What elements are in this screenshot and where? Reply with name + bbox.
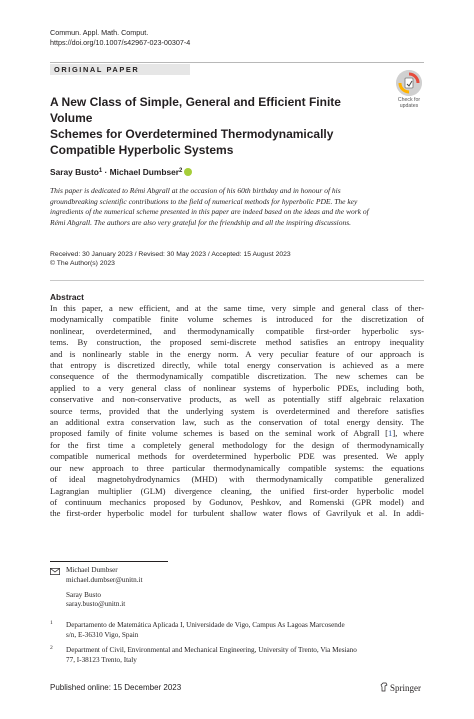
abstract-line: and is nonlinearly stable in the energy norm. A very peculiar feature of our approach is xyxy=(50,348,424,359)
abstract-line: of ideal magnetohydrodynamics (MHD) with thermodynamically compatible generalized xyxy=(50,474,424,485)
abstract-line: of continuum mechanics proposed by Godunov, Peshkov, and Romenski (GPR model) and xyxy=(50,496,424,507)
abstract-line: conservative and non-conservative products, as well as potentially stiff algebraic relaxation xyxy=(50,394,424,405)
abstract-line: applied to a very general class of nonlinear systems of hyperbolic PDEs, including both, xyxy=(50,382,424,393)
published-date: Published online: 15 December 2023 xyxy=(50,683,182,692)
history-dates: Received: 30 January 2023 / Revised: 30 May 2023 / Accepted: 15 August 2023 xyxy=(50,251,291,258)
author-separator: · xyxy=(102,167,110,177)
abstract-line: for the first time a completely general methodology for the design of thermodynamically xyxy=(50,439,424,450)
header-rule xyxy=(50,62,424,63)
abstract-line: an additional extra conservation law, such as the conservation of total energy density. The xyxy=(50,417,424,428)
abstract-line: In this paper, a new efficient, and at the same time, very simple and general class of ther- xyxy=(50,303,424,313)
affiliation-marker: 2 xyxy=(179,168,183,174)
affiliation-line: Departamento de Matemática Aplicada I, Universidade de Vigo, Campus As Lagoas Marcosende xyxy=(66,621,345,629)
abstract-line: nonlinear, overdetermined, and thermodynamically compatible first-order hyperbolic sys- xyxy=(50,325,424,336)
affiliation-text xyxy=(66,621,406,640)
affiliation-text xyxy=(66,646,406,665)
abstract-line: Lagrangian multiplier (GLM) divergence cleaning, the unified first-order hyperbolic model xyxy=(50,485,424,496)
section-rule xyxy=(50,280,424,281)
publisher-logo xyxy=(380,682,421,693)
affiliation-line: s/n, E-36310 Vigo, Spain xyxy=(66,630,139,639)
dedication xyxy=(50,186,424,228)
dedication-line: ingredients of the numerical scheme presented in this paper are indeed based on the ideas and the work of xyxy=(50,207,369,217)
abstract-line: the first-order hyperbolic model for turbulent shallow water flows of Gavrilyuk et al. In addi- xyxy=(50,508,424,519)
author-name[interactable]: Saray Busto xyxy=(50,167,99,177)
paper-title xyxy=(50,94,385,158)
dedication-line: Rémi Abgrall. The authors are also very grateful for the friendship and all the inspiring discussions. xyxy=(50,217,352,227)
abstract-line: proposed family of finite volume schemes is based on the seminal work of Abgrall [1], where xyxy=(50,428,424,439)
orcid-icon[interactable] xyxy=(184,168,192,176)
title-line: Compatible Hyperbolic Systems xyxy=(50,143,234,157)
abstract-heading: Abstract xyxy=(50,292,84,302)
copyright: © The Author(s) 2023 xyxy=(50,260,115,268)
envelope-icon xyxy=(50,568,60,575)
badge-label-2: updates xyxy=(399,103,419,109)
publisher-name: Springer xyxy=(390,683,421,693)
title-line: Schemes for Overdetermined Thermodynamically xyxy=(50,127,334,141)
doi-link[interactable]: https://doi.org/10.1007/s42967-023-00307-4 xyxy=(50,38,191,47)
contact-details xyxy=(66,566,366,610)
springer-horse-icon xyxy=(380,682,388,692)
article-type-label: ORIGINAL PAPER xyxy=(50,64,190,75)
check-for-updates-badge[interactable] xyxy=(394,70,424,110)
abstract-line: tems. By construction, the proposed semi-discrete method satisfies an entropy inequality xyxy=(50,337,424,348)
contact-name: Saray Busto xyxy=(66,590,101,599)
affiliation-line: Department of Civil, Environmental and Mechanical Engineering, University of Trento, Via Mesiano xyxy=(66,646,357,654)
badge-label-1: Check for xyxy=(397,97,421,103)
abstract-body xyxy=(50,303,424,520)
dedication-line: groundbreaking scientific contributions to the field of numerical methods for hyperbolic PDE. The key xyxy=(50,196,358,206)
abstract-line: that entropy is discretized directly, while total energy conservation is achieved as a mere xyxy=(50,360,424,371)
title-line: A New Class of Simple, General and Efficient Finite Volume xyxy=(50,95,341,125)
abstract-line: consequence of the thermodynamically compatible discretization. The new schemes can be xyxy=(50,371,424,382)
abstract-line: our new approach to three particular thermodynamically compatible systems: the equations xyxy=(50,462,424,473)
journal-name: Commun. Appl. Math. Comput. xyxy=(50,28,149,37)
article-dates xyxy=(50,250,424,269)
author-list xyxy=(50,165,192,178)
affiliation-line: 77, I-38123 Trento, Italy xyxy=(66,655,137,664)
author-name[interactable]: Michael Dumbser xyxy=(109,167,180,177)
affiliation-number: 1 xyxy=(50,620,53,626)
abstract-line: compatible numerical methods for overdetermined hyperbolic PDE was presented. We apply xyxy=(50,451,424,462)
abstract-line: modynamically compatible finite volume schemes is introduced for the discretization of xyxy=(50,314,424,325)
affiliation-marker: 1 xyxy=(98,168,103,174)
check-for-updates-icon xyxy=(396,70,422,96)
contact-email[interactable]: michael.dumbser@unitn.it xyxy=(66,575,143,584)
dedication-line: This paper is dedicated to Rémi Abgrall at the occasion of his 60th birthday and in honour of his xyxy=(50,186,341,195)
contact-email[interactable]: saray.busto@unitn.it xyxy=(66,600,126,609)
contact-name: Michael Dumbser xyxy=(66,566,118,574)
abstract-line: source terms, provided that the underlying system is overdetermined and therefore satisfies xyxy=(50,405,424,416)
affiliation-number: 2 xyxy=(50,645,53,651)
journal-header xyxy=(50,28,190,48)
citation-link[interactable]: 1 xyxy=(388,428,393,439)
footnote-rule xyxy=(50,561,168,562)
